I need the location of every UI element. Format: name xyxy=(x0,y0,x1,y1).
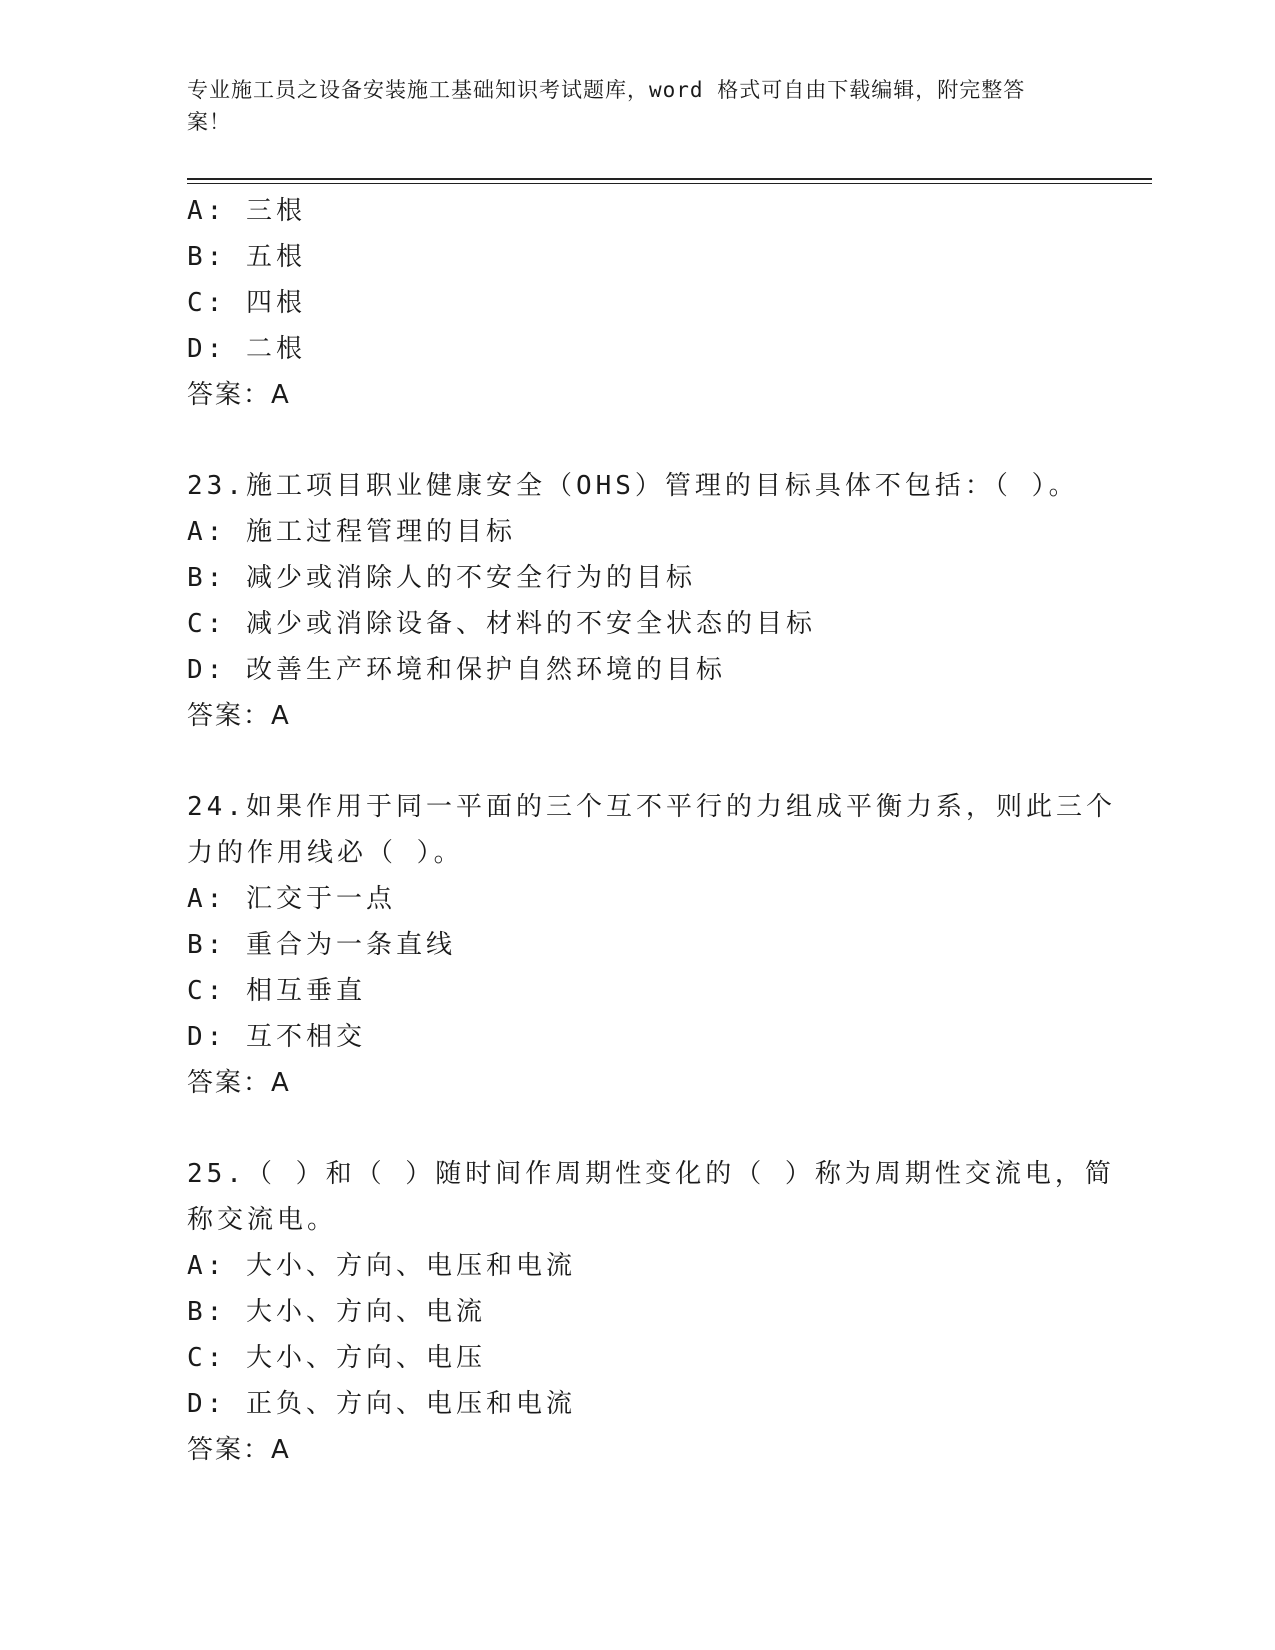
answer-line: 答案：A xyxy=(187,1435,291,1465)
option-a: A: 汇交于一点 xyxy=(187,884,396,914)
question-stem-line-1: 24.如果作用于同一平面的三个互不平行的力组成平衡力系，则此三个 xyxy=(187,792,1116,822)
option-a: A: 施工过程管理的目标 xyxy=(187,517,516,547)
answer-line: 答案：A xyxy=(187,380,291,410)
question-stem-line-1: 25.（ ）和（ ）随时间作周期性变化的（ ）称为周期性交流电，简 xyxy=(187,1159,1115,1189)
question-stem-line-2: 力的作用线必（ ）。 xyxy=(187,838,464,868)
question-24 xyxy=(187,784,1116,1106)
question-stem: 23.施工项目职业健康安全（OHS）管理的目标具体不包括：（ ）。 xyxy=(187,471,1079,501)
document-header: 专业施工员之设备安装施工基础知识考试题库，word 格式可自由下载编辑，附完整答案！ xyxy=(187,78,1026,134)
option-d: D: 改善生产环境和保护自然环境的目标 xyxy=(187,655,726,685)
answer-line: 答案：A xyxy=(187,701,291,731)
option-b: B: 减少或消除人的不安全行为的目标 xyxy=(187,563,696,593)
option-d: D: 互不相交 xyxy=(187,1022,366,1052)
option-b: B: 五根 xyxy=(187,242,306,272)
question-22-partial xyxy=(187,188,1087,418)
option-b: B: 重合为一条直线 xyxy=(187,930,456,960)
answer-line: 答案：A xyxy=(187,1068,291,1098)
header-rule-thin xyxy=(187,183,1152,184)
header-rule-thick xyxy=(187,178,1152,180)
option-d: D: 正负、方向、电压和电流 xyxy=(187,1389,576,1419)
option-c: C: 相互垂直 xyxy=(187,976,366,1006)
option-c: C: 四根 xyxy=(187,288,306,318)
option-c: C: 大小、方向、电压 xyxy=(187,1343,486,1373)
question-25 xyxy=(187,1151,1115,1473)
question-23 xyxy=(187,463,1087,739)
option-a: A: 三根 xyxy=(187,196,306,226)
option-b: B: 大小、方向、电流 xyxy=(187,1297,486,1327)
option-c: C: 减少或消除设备、材料的不安全状态的目标 xyxy=(187,609,816,639)
question-list xyxy=(187,188,1116,1473)
option-d: D: 二根 xyxy=(187,334,306,364)
question-stem-line-2: 称交流电。 xyxy=(187,1205,338,1235)
option-a: A: 大小、方向、电压和电流 xyxy=(187,1251,576,1281)
